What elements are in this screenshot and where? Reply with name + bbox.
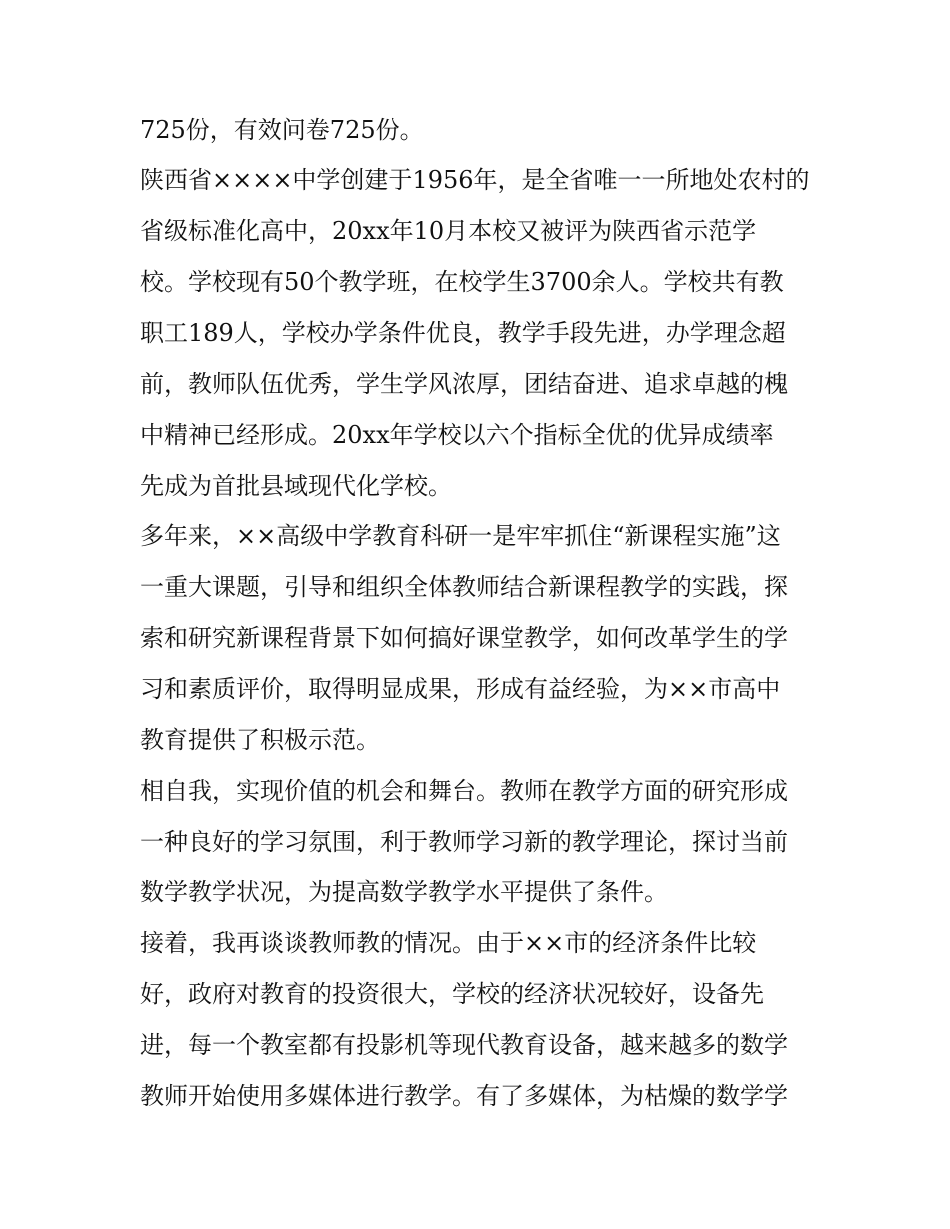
text-line: 相自我，实现价值的机会和舞台。教师在教学方面的研究形成	[140, 777, 788, 805]
text-line: 职工189人，学校办学条件优良，教学手段先进，办学理念超	[140, 319, 786, 347]
text-line: 进，每一个教室都有投影机等现代教育设备，越来越多的数学	[140, 1031, 788, 1059]
text-line: 一种良好的学习氛围，利于教师学习新的教学理论，探讨当前	[140, 828, 788, 856]
text-line: 索和研究新课程背景下如何搞好课堂教学，如何改革学生的学	[140, 624, 788, 652]
text-line: 前，教师队伍优秀，学生学风浓厚，团结奋进、追求卓越的槐	[140, 370, 788, 398]
text-line: 教育提供了积极示范。	[140, 726, 380, 754]
text-line: 多年来，××高级中学教育科研一是牢牢抓住“新课程实施”这	[140, 522, 781, 550]
text-line: 校。学校现有50个教学班，在校学生3700余人。学校共有教	[140, 268, 784, 296]
text-line: 习和素质评价，取得明显成果，形成有益经验，为××市高中	[140, 675, 781, 703]
text-line: 接着，我再谈谈教师教的情况。由于××市的经济条件比较	[140, 929, 757, 957]
text-line: 一重大课题，引导和组织全体教师结合新课程教学的实践，探	[140, 573, 788, 601]
text-line: 中精神已经形成。20xx年学校以六个指标全优的优异成绩率	[140, 421, 774, 449]
text-line: 好，政府对教育的投资很大，学校的经济状况较好，设备先	[140, 980, 764, 1008]
text-line: 省级标准化高中，20xx年10月本校又被评为陕西省示范学	[140, 217, 757, 245]
text-line: 教师开始使用多媒体进行教学。有了多媒体，为枯燥的数学学	[140, 1082, 788, 1110]
text-line: 数学教学状况，为提高数学教学水平提供了条件。	[140, 878, 668, 906]
text-line: 725份，有效问卷725份。	[140, 116, 424, 144]
text-line: 陕西省××××中学创建于1956年，是全省唯一一所地处农村的	[140, 166, 810, 194]
text-line: 先成为首批县域现代化学校。	[140, 472, 452, 500]
